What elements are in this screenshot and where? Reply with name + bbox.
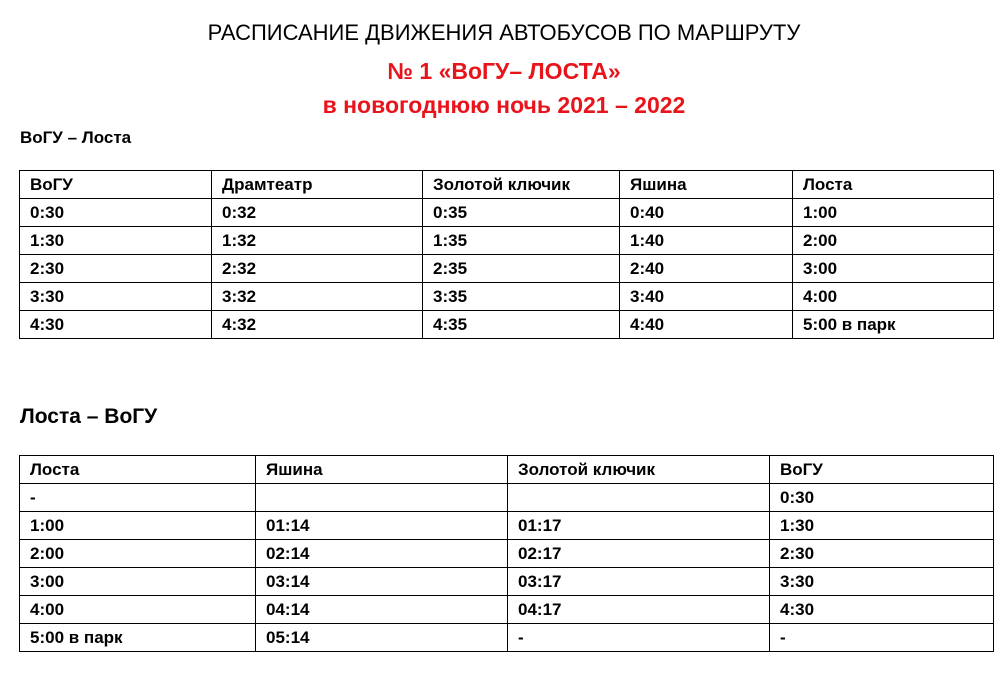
time-cell: - — [20, 484, 256, 512]
time-cell: 2:00 — [20, 540, 256, 568]
time-cell: 5:00 в парк — [793, 311, 994, 339]
time-cell: 1:30 — [770, 512, 994, 540]
time-cell: 0:35 — [423, 199, 620, 227]
column-header: Лоста — [793, 171, 994, 199]
time-cell: 2:35 — [423, 255, 620, 283]
column-header: Яшина — [620, 171, 793, 199]
time-cell: 03:17 — [508, 568, 770, 596]
table-row — [20, 624, 994, 652]
time-cell: 5:00 в парк — [20, 624, 256, 652]
time-cell: 3:32 — [212, 283, 423, 311]
time-cell: 0:40 — [620, 199, 793, 227]
column-header: ВоГУ — [20, 171, 212, 199]
time-cell: 2:30 — [20, 255, 212, 283]
time-cell: 4:00 — [793, 283, 994, 311]
table-row — [20, 227, 994, 255]
page-title: РАСПИСАНИЕ ДВИЖЕНИЯ АВТОБУСОВ ПО МАРШРУТУ — [207, 20, 801, 45]
time-cell: 4:40 — [620, 311, 793, 339]
table-row — [20, 596, 994, 624]
time-cell: 1:35 — [423, 227, 620, 255]
table-row — [20, 255, 994, 283]
time-cell: 1:00 — [20, 512, 256, 540]
time-cell: 05:14 — [256, 624, 508, 652]
column-header: Золотой ключик — [508, 456, 770, 484]
table-row — [20, 568, 994, 596]
time-cell: 4:30 — [20, 311, 212, 339]
time-cell: 1:00 — [793, 199, 994, 227]
schedule-table-losta-vogu — [19, 455, 994, 652]
time-cell: 0:30 — [20, 199, 212, 227]
section-label-vogu-losta: ВоГУ – Лоста — [20, 128, 132, 147]
table-header-row — [20, 456, 994, 484]
time-cell: 1:40 — [620, 227, 793, 255]
time-cell: 3:40 — [620, 283, 793, 311]
time-cell: 02:17 — [508, 540, 770, 568]
table-row — [20, 540, 994, 568]
time-cell: 0:32 — [212, 199, 423, 227]
section-label-losta-vogu: Лоста – ВоГУ — [20, 405, 158, 428]
time-cell: 01:17 — [508, 512, 770, 540]
route-title: № 1 «ВоГУ– ЛОСТА» — [387, 58, 621, 84]
table-row — [20, 311, 994, 339]
time-cell: 1:32 — [212, 227, 423, 255]
time-cell: 3:00 — [793, 255, 994, 283]
column-header: Драмтеатр — [212, 171, 423, 199]
column-header: Лоста — [20, 456, 256, 484]
time-cell: 2:32 — [212, 255, 423, 283]
column-header: Золотой ключик — [423, 171, 620, 199]
time-cell: 4:35 — [423, 311, 620, 339]
time-cell: 3:35 — [423, 283, 620, 311]
time-cell: 3:30 — [20, 283, 212, 311]
column-header: ВоГУ — [770, 456, 994, 484]
time-cell: 04:14 — [256, 596, 508, 624]
time-cell: 03:14 — [256, 568, 508, 596]
time-cell: 2:00 — [793, 227, 994, 255]
time-cell: - — [508, 624, 770, 652]
schedule-subtitle: в новогоднюю ночь 2021 – 2022 — [322, 92, 686, 118]
table-row — [20, 199, 994, 227]
time-cell: 02:14 — [256, 540, 508, 568]
time-cell: 01:14 — [256, 512, 508, 540]
time-cell: 2:30 — [770, 540, 994, 568]
time-cell: 3:30 — [770, 568, 994, 596]
time-cell: 4:00 — [20, 596, 256, 624]
time-cell: - — [770, 624, 994, 652]
time-cell: 04:17 — [508, 596, 770, 624]
time-cell — [508, 484, 770, 512]
column-header: Яшина — [256, 456, 508, 484]
time-cell: 0:30 — [770, 484, 994, 512]
time-cell: 3:00 — [20, 568, 256, 596]
time-cell: 1:30 — [20, 227, 212, 255]
table-header-row — [20, 171, 994, 199]
time-cell: 4:30 — [770, 596, 994, 624]
time-cell: 2:40 — [620, 255, 793, 283]
time-cell — [256, 484, 508, 512]
table-row — [20, 484, 994, 512]
table-row — [20, 283, 994, 311]
table-row — [20, 512, 994, 540]
time-cell: 4:32 — [212, 311, 423, 339]
schedule-table-vogu-losta — [19, 170, 994, 339]
